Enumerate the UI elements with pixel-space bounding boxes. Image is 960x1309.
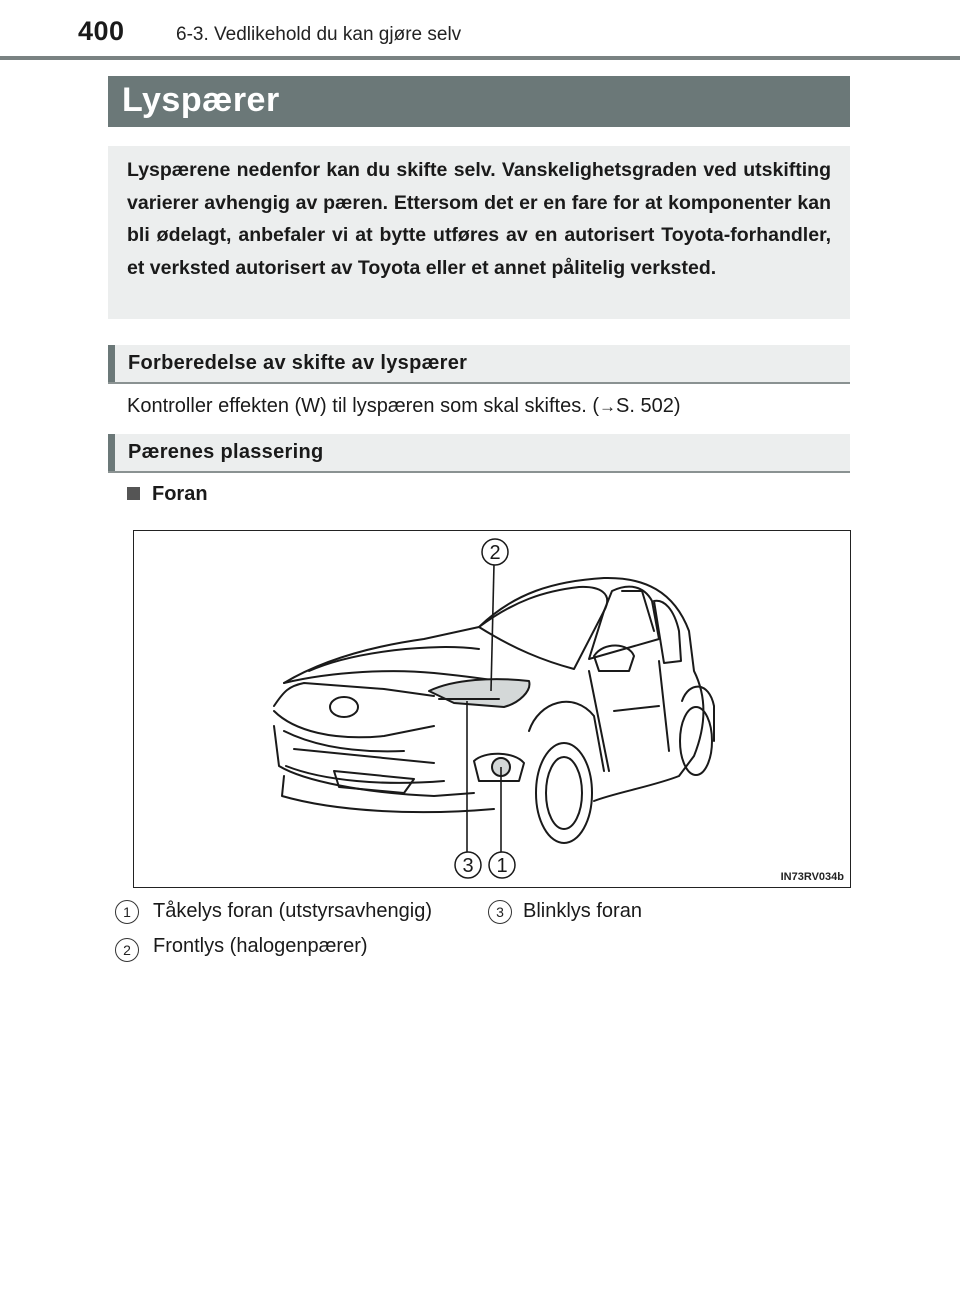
page-title: Lyspærer [122, 81, 280, 119]
callout-3-label: 3 [462, 855, 474, 877]
car-illustration-svg [134, 531, 850, 887]
section-reference: 6-3. Vedlikehold du kan gjøre selv [176, 24, 462, 45]
car-front-illustration [133, 530, 851, 888]
preparation-text [127, 395, 680, 418]
section-heading-label: Pærenes plassering [128, 441, 324, 463]
intro-box [108, 146, 850, 319]
title-bar [108, 76, 850, 127]
legend-number-1: 1 [115, 900, 139, 924]
section-heading-label: Forberedelse av skifte av lyspærer [128, 352, 468, 374]
callout-2-label: 2 [489, 542, 501, 564]
legend-headlight: Frontlys (halogenpærer) [153, 935, 368, 957]
intro-text: Lyspærene nedenfor kan du skifte selv. Vanskelighetsgraden ved utskifting varierer avhengig av pæren. Ettersom det er en fare for at komponenter kan bli ødelagt, anbefaler vi at bytte utføres av en autorisert Toyota-forhandler, et verksted autorisert av Toyota eller et annet pålitelig verksted. [127, 159, 831, 280]
page-number: 400 [78, 16, 125, 46]
front-subheading [127, 483, 208, 506]
header-rule [0, 56, 960, 60]
section-heading-preparation [108, 345, 850, 384]
heading-marker [108, 345, 115, 382]
front-subheading-label: Foran [152, 483, 208, 505]
legend-number-3: 3 [488, 900, 512, 924]
preparation-text-prefix: Kontroller effekten (W) til lyspæren som skal skiftes. ( [127, 395, 599, 417]
heading-marker [108, 434, 115, 471]
section-heading-locations [108, 434, 850, 473]
legend-fog-light: Tåkelys foran (utstyrsavhengig) [153, 900, 433, 922]
figure-code: IN73RV034b [780, 871, 844, 883]
arrow-right-icon: → [599, 397, 616, 416]
legend-turn-signal: Blinklys foran [523, 900, 642, 922]
page-header [0, 0, 960, 62]
callout-1-label: 1 [496, 855, 508, 877]
page-reference-link[interactable]: S. 502) [616, 395, 681, 417]
legend-number-2: 2 [115, 938, 139, 962]
square-bullet-icon [127, 487, 140, 500]
